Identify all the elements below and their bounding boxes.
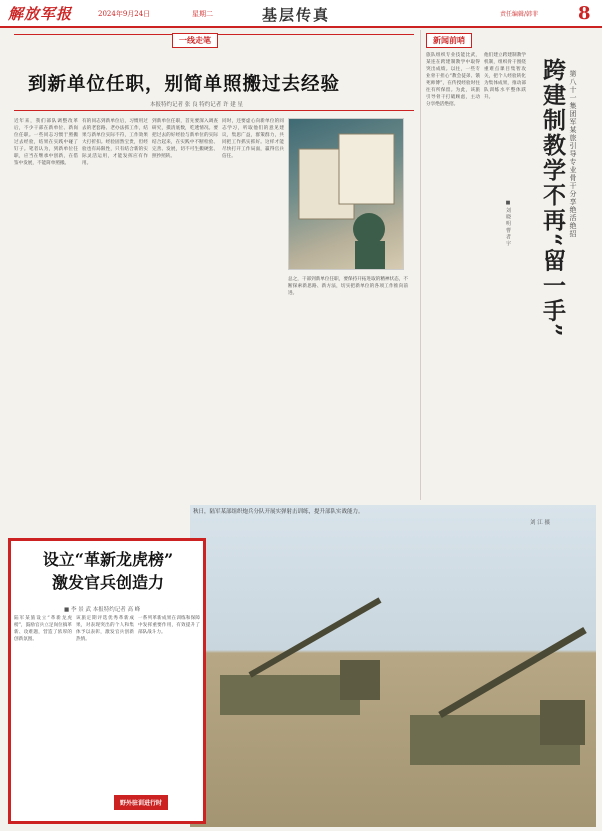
main-article-col4: 同时，还要虚心向新单位的同志学习，听取他们的意见建议，集思广益，群策群力，共同把工作抓实抓好。这样才能尽快打开工作局面，赢得官兵信任。 <box>222 119 284 159</box>
right-article-col1: 旅队组织专业技能比武，某连在跨建制教学中取得突出成绩。以往，一些专业骨干担心“教会徒弟、饿死师傅”，在传授经验时往往有所保留。为此，该旅引导骨干打破顾虑，主动分享绝活绝招。 <box>426 53 480 107</box>
boxed-article-col1: 陆军某旅设立“革新龙虎榜”，鼓励官兵立足岗位搞革新、攻难题，营造了浓厚的创新氛围。 <box>14 616 72 642</box>
main-article-col2: 有的同志到新单位后，习惯用过去的老套路、老办法抓工作，结果与新单位实际不符，工作效果大打折扣。经验固然宝贵，但经验也有局限性，只有结合新的实际灵活运用，才能发挥应有作用。 <box>82 119 148 166</box>
main-article-byline: 本报特约记者 张 良 特约记者 许 建 星 <box>150 102 243 108</box>
figure-shape <box>353 213 385 245</box>
boxed-article-title-line1: 设立“革新龙虎榜” <box>42 550 174 569</box>
right-article-col2: 他们建立跨建制教学机制，组织骨干围绕重难点课目集智攻关，把个人经验转化为集体成果，推动部队训练水平整体跃升。 <box>484 53 526 100</box>
photo-caption: 秋日，陆军某部组织炮兵分队开展实弹射击训练，提升部队实战能力。 <box>193 509 364 515</box>
boxed-article-footer: 野外驻训进行时 <box>114 795 168 810</box>
issue-weekday: 星期二 <box>192 10 213 18</box>
boxed-article-col2: 该旅定期评选优秀革新成果，对表现突出的个人和集体予以表彰，激发官兵创新热情。 <box>76 616 134 642</box>
right-article-title: 跨建制教学不再“留一手” <box>539 58 566 339</box>
main-article-col5: 总之，干部到新单位任职，要保持开拓进取的精神状态，不断探索新思路、新方法，切实把新单位的各项工作推向前进。 <box>288 277 408 296</box>
editors: 责任编辑/韩菲 <box>500 11 539 18</box>
boxed-article-col3: 一系列革新成果在训练和保障中发挥重要作用，有效提升了部队战斗力。 <box>138 616 200 635</box>
vehicle-shape <box>220 675 360 715</box>
illustration-image <box>289 119 405 271</box>
illustration-image <box>288 118 404 270</box>
divider <box>14 110 414 111</box>
issue-date: 2024年9月24日 <box>98 10 151 18</box>
figure-shape <box>355 241 385 269</box>
main-article-title: 到新单位任职，别简单照搬过去经验 <box>28 74 341 95</box>
boxed-article-title <box>18 548 198 594</box>
news-photo <box>190 505 596 827</box>
news-photo <box>190 505 596 827</box>
boxed-article-title-line2: 激发官兵创造力 <box>51 573 164 592</box>
page-number: 8 <box>578 3 591 24</box>
right-article-subtitle: 第八十一集团军某旅引导专业骨干分享绝活绝招 <box>569 70 577 238</box>
news-label: 新闻前哨 <box>426 33 472 48</box>
column-label: 一线走笔 <box>172 33 218 48</box>
boxed-article-byline: ■ 李 景 武 本报特约记者 高 峰 <box>64 607 141 613</box>
newspaper-logo: 解放军报 <box>8 5 73 23</box>
right-article-byline: ■ 刘 晓 明 曹 者 宇 <box>505 200 511 246</box>
book-shape <box>339 134 394 204</box>
main-article-col1: 近年来，我们部队调整改革后，不少干部在新单位、新岗位任职。一些同志习惯于照搬过去经验，结果在实践中碰了钉子。笔者认为，到新单位任职，应当在继承中创新，在借鉴中发展，不能简单照搬。 <box>14 119 78 166</box>
vehicle-shape <box>540 700 585 745</box>
photo-credit: 刘 江 摄 <box>530 520 550 526</box>
main-article-col3: 到新单位任职，首先要深入调查研究，摸清底数，吃透情况。要把过去的好经验与新单位的实际结合起来，在实践中不断检验、完善、发展，切不可生搬硬套、照抄照转。 <box>152 119 218 159</box>
section-title: 基层传真 <box>262 6 331 24</box>
vehicle-shape <box>340 660 380 700</box>
